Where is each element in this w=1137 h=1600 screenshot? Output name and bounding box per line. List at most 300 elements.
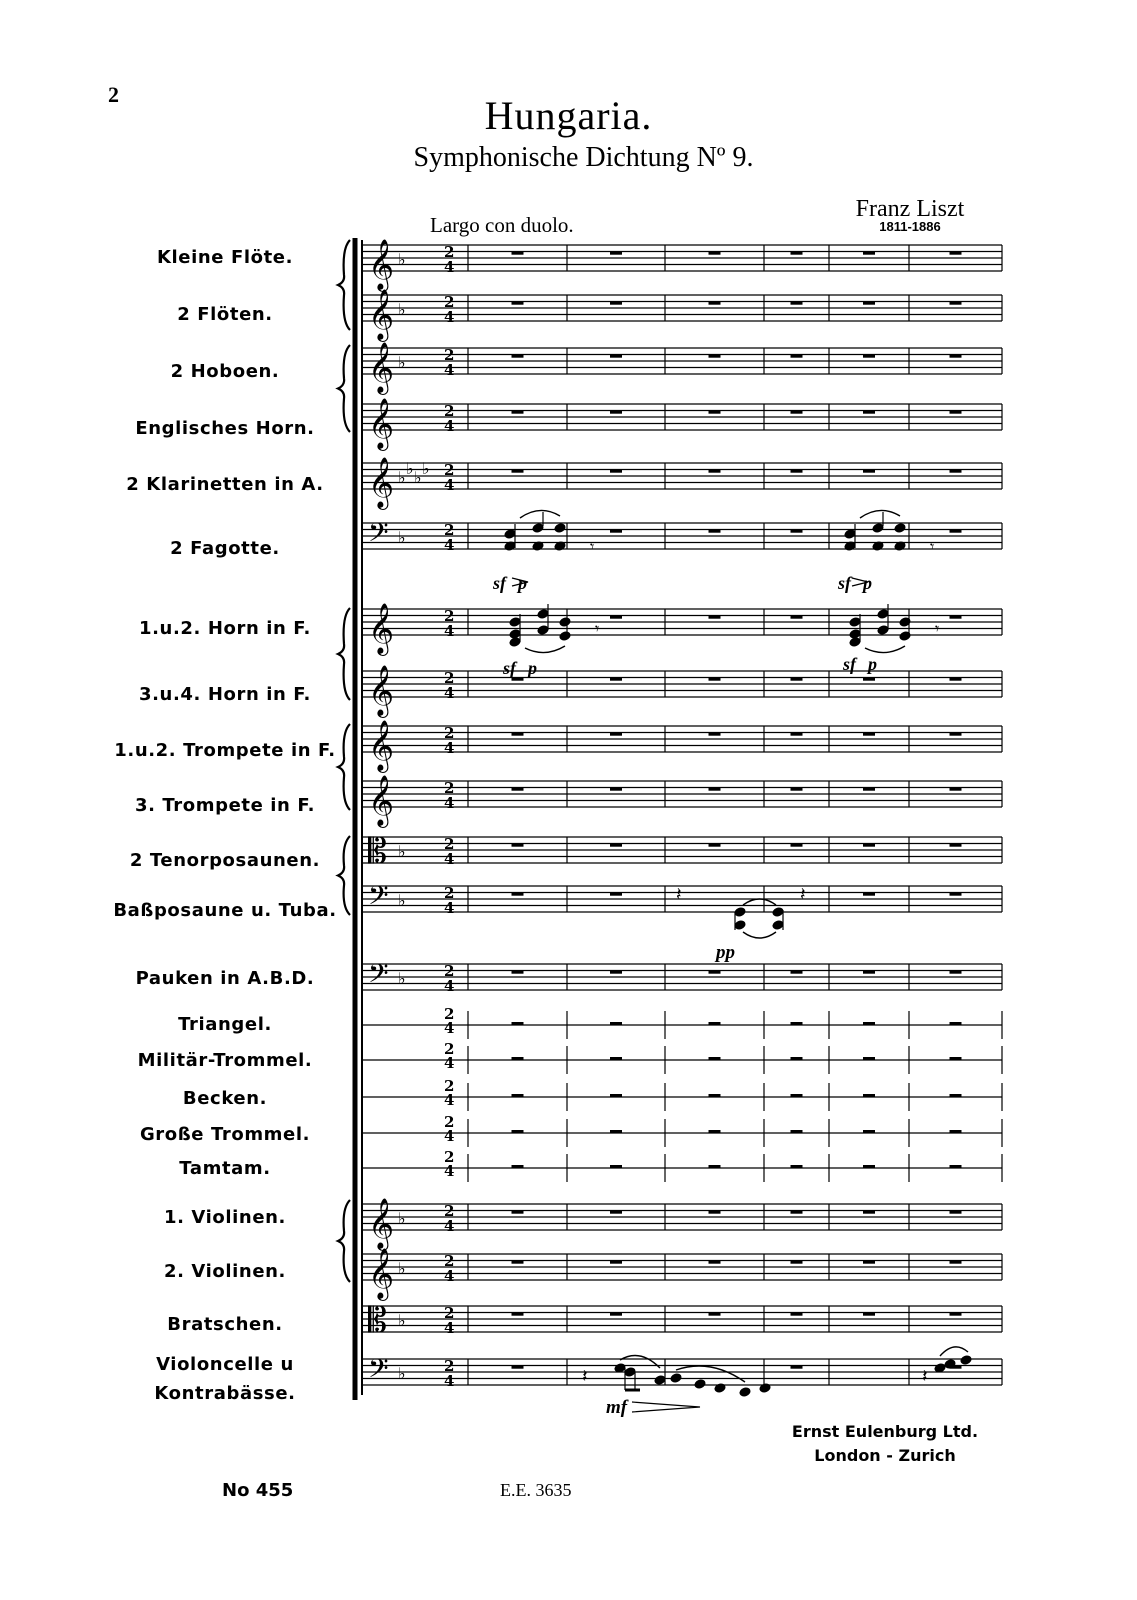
dynamic-sf: sf [838,573,851,593]
note-head [670,1373,682,1383]
eighth-rest: 𝄾 [590,539,595,556]
measure-rest [610,1094,622,1097]
measure-rest [950,893,962,896]
instrument-label: Englisches Horn. [135,418,315,439]
time-signature-denominator: 4 [444,417,455,435]
alto-clef: 𝄡 [368,831,387,872]
time-signature-denominator: 4 [444,794,455,812]
time-signature-denominator: 4 [444,258,455,276]
measure-rest [610,844,622,847]
measure-rest [610,355,622,358]
quarter-rest: 𝄽 [800,884,806,904]
note-head [509,637,521,647]
dynamic-p: p [868,654,877,674]
bass-clef: 𝄢 [368,879,389,918]
flat-accidental: ♭ [414,468,422,487]
plate-number: E.E. 3635 [500,1480,572,1500]
measure-rest [791,1057,803,1060]
note-head [734,920,746,930]
note-head [537,609,549,619]
time-signature-denominator: 4 [444,1319,455,1337]
slur [865,646,905,653]
measure-rest [863,411,875,414]
measure-rest [709,530,721,533]
note-head [772,920,784,930]
measure-rest [610,302,622,305]
staff-brace [338,724,350,810]
instrument-label: 3.u.4. Horn in F. [139,684,311,705]
measure-rest [610,1313,622,1316]
measure-rest [610,616,622,619]
measure-rest [709,616,721,619]
measure-rest [610,470,622,473]
measure-rest [709,1130,721,1133]
measure-rest [610,788,622,791]
measure-rest [709,1165,721,1168]
measure-rest [791,1261,803,1264]
slur [860,510,900,518]
measure-rest [610,1261,622,1264]
note-head [554,523,566,533]
measure-rest [512,470,524,473]
instrument-label: 1.u.2. Trompete in F. [114,740,336,761]
measure-rest [791,1165,803,1168]
treble-clef: 𝄞 [368,720,395,771]
measure-rest [610,1130,622,1133]
dynamic-p: p [863,573,872,593]
staff-brace [338,1200,350,1282]
measure-rest [610,1022,622,1025]
treble-clef: 𝄞 [368,665,395,716]
time-signature-denominator: 4 [444,476,455,494]
measure-rest [512,1313,524,1316]
measure-rest [863,1094,875,1097]
note-head [537,625,549,635]
measure-rest [791,1022,803,1025]
measure-rest [709,302,721,305]
measure-rest [863,678,875,681]
dynamic-sf: sf [843,654,856,674]
time-signatures [444,243,454,1390]
staff-brace [338,240,350,330]
time-signature-denominator: 4 [444,1054,455,1072]
time-signature-denominator: 4 [444,977,455,995]
slur [676,1366,745,1382]
instrument-label: Kleine Flöte. [156,247,294,268]
measure-rest [709,1022,721,1025]
measure-rest [791,1211,803,1214]
flat-accidental: ♭ [398,300,406,319]
staff-brace [338,345,350,432]
measure-rest [950,971,962,974]
instrument-label: 2 Hoboen. [170,361,280,382]
instrument-label: Violoncelle u [156,1354,294,1375]
dynamic-pp: pp [716,942,735,963]
note-head [739,1387,751,1397]
measure-rest [950,1057,962,1060]
rests [512,252,962,1369]
time-signature-numerator: 2 [444,461,455,479]
measure-rest [791,470,803,473]
flat-accidental: ♭ [398,1259,406,1278]
dynamic-p: p [518,573,527,593]
bass-clef: 𝄢 [368,957,389,996]
note-head [734,907,746,917]
time-signature-denominator: 4 [444,536,455,554]
brackets [338,238,362,1400]
time-signature-numerator: 2 [444,1040,455,1058]
measure-rest [950,302,962,305]
time-signature-numerator: 2 [444,243,455,261]
measure-rest [610,1211,622,1214]
measure-rest [791,971,803,974]
measure-rest [791,678,803,681]
dynamic-mf: mf [606,1397,628,1418]
dynamics-layer [492,573,877,1418]
measure-rest [950,252,962,255]
time-signature-numerator: 2 [444,402,455,420]
time-signature-numerator: 2 [444,884,455,902]
catalog-number: No 455 [222,1480,294,1501]
treble-clef: 𝄞 [368,457,395,508]
time-signature-numerator: 2 [444,1202,455,1220]
bass-clef: 𝄢 [368,1352,389,1391]
time-signature-numerator: 2 [444,1113,455,1131]
slur [743,932,776,938]
measure-rest [863,470,875,473]
measure-rest [863,788,875,791]
measure-rest [610,733,622,736]
measure-rest [950,1165,962,1168]
time-signature-numerator: 2 [444,835,455,853]
time-signature-numerator: 2 [444,962,455,980]
notes [504,510,972,1412]
measure-rest [950,788,962,791]
measure-rest [791,733,803,736]
time-signature-denominator: 4 [444,1091,455,1109]
time-signature-denominator: 4 [444,622,455,640]
measure-rest [709,788,721,791]
time-signature-numerator: 2 [444,1077,455,1095]
note-head [877,625,889,635]
measure-rest [950,470,962,473]
measure-rest [709,355,721,358]
measure-rest [512,788,524,791]
eighth-rest: 𝄾 [935,621,940,638]
page-number: 2 [108,82,119,107]
staff-brace [338,836,350,915]
instrument-label: Bratschen. [167,1314,283,1335]
measure-rest [512,355,524,358]
measure-rest [512,1366,524,1369]
instrument-label: 1.u.2. Horn in F. [139,618,311,639]
decrescendo-hairpin [632,1402,700,1412]
measure-rest [791,411,803,414]
slur [743,899,776,905]
time-signature-denominator: 4 [444,1127,455,1145]
treble-clef: 𝄞 [368,1248,395,1299]
measure-rest [512,844,524,847]
measure-rest [950,733,962,736]
measure-rest [512,1211,524,1214]
clefs [368,239,430,1391]
instrument-label: 3. Trompete in F. [134,795,316,816]
measure-rest [610,1165,622,1168]
quarter-rest: 𝄽 [922,1366,928,1386]
measure-rest [709,1057,721,1060]
dynamic-sf: sf [503,658,516,678]
measure-rest [512,252,524,255]
slur [940,1347,968,1356]
time-signature-denominator: 4 [444,1162,455,1180]
measure-rest [709,411,721,414]
measure-rest [512,1022,524,1025]
measure-rest [863,1022,875,1025]
note-head [849,629,861,639]
measure-rest [863,302,875,305]
measure-rest [950,844,962,847]
measure-rest [512,302,524,305]
treble-clef: 𝄞 [368,239,395,290]
score-title: Hungaria. [484,93,653,138]
note-head [694,1379,706,1389]
measure-rest [791,530,803,533]
note-head [960,1355,972,1365]
measure-rest [950,530,962,533]
time-signature-denominator: 4 [444,850,455,868]
composer-dates: 1811-1886 [879,219,941,234]
instrument-label: Große Trommel. [139,1124,311,1145]
measure-rest [950,1130,962,1133]
instrument-label: 2 Tenorposaunen. [129,850,321,871]
flat-accidental: ♭ [398,1364,406,1383]
time-signature-numerator: 2 [444,724,455,742]
measure-rest [512,1130,524,1133]
staves [362,245,1002,1385]
eighth-rest: 𝄾 [930,539,935,556]
measure-rest [950,1022,962,1025]
instrument-label: Triangel. [178,1014,272,1035]
time-signature-numerator: 2 [444,293,455,311]
measure-rest [950,616,962,619]
note-head [654,1375,666,1385]
measure-rest [863,733,875,736]
measure-rest [610,252,622,255]
time-signature-denominator: 4 [444,1372,455,1390]
note-head [559,631,571,641]
flat-accidental: ♭ [398,1209,406,1228]
dynamic-p: p [528,658,537,678]
time-signature-denominator: 4 [444,361,455,379]
measure-rest [791,302,803,305]
time-signature-denominator: 4 [444,1217,455,1235]
time-signature-numerator: 2 [444,1357,455,1375]
time-signature-denominator: 4 [444,1267,455,1285]
flat-accidental: ♭ [422,459,430,478]
measure-rest [791,1094,803,1097]
flat-accidental: ♭ [406,459,414,478]
measure-rest [791,1130,803,1133]
instrument-label: Becken. [182,1088,268,1109]
instrument-label: 2 Fagotte. [170,538,280,559]
flat-accidental: ♭ [398,1311,406,1330]
staff-brace [338,608,350,700]
measure-rest [709,971,721,974]
bass-clef: 𝄢 [368,516,389,555]
measure-rest [950,678,962,681]
measure-rest [709,733,721,736]
instrument-label: Tamtam. [179,1158,271,1179]
measure-rest [863,1057,875,1060]
measure-rest [512,971,524,974]
slur [520,510,560,518]
time-signature-denominator: 4 [444,1019,455,1037]
note-head [844,529,856,539]
measure-rest [512,733,524,736]
measure-rest [709,678,721,681]
flat-accidental: ♭ [398,842,406,861]
time-signature-numerator: 2 [444,1005,455,1023]
time-signature-numerator: 2 [444,607,455,625]
tempo-marking: Largo con duolo. [430,213,574,237]
measure-rest [791,844,803,847]
measure-rest [863,1211,875,1214]
note-head [877,609,889,619]
time-signature-denominator: 4 [444,308,455,326]
score-subtitle: Symphonische Dichtung Nº 9. [413,142,754,173]
measure-rest [863,1130,875,1133]
time-signature-numerator: 2 [444,779,455,797]
note-head [872,523,884,533]
note-head [532,523,544,533]
note-head [509,617,521,627]
measure-rest [512,893,524,896]
measure-rest [610,530,622,533]
flat-accidental: ♭ [398,250,406,269]
measure-rest [863,355,875,358]
flat-accidental: ♭ [398,468,406,487]
time-signature-numerator: 2 [444,521,455,539]
time-signature-numerator: 2 [444,669,455,687]
flat-accidental: ♭ [398,891,406,910]
eighth-rest: 𝄾 [595,621,600,638]
measure-rest [950,1313,962,1316]
measure-rest [709,1094,721,1097]
note-head [849,617,861,627]
treble-clef: 𝄞 [368,775,395,826]
measure-rest [610,893,622,896]
measure-rest [863,844,875,847]
measure-rest [950,1094,962,1097]
treble-clef: 𝄞 [368,342,395,393]
measure-rest [950,1211,962,1214]
instrument-label: 2. Violinen. [164,1261,286,1282]
measure-rest [950,411,962,414]
measure-rest [863,893,875,896]
measure-rest [791,1313,803,1316]
time-signature-numerator: 2 [444,1252,455,1270]
measure-rest [863,971,875,974]
measure-rest [610,678,622,681]
treble-clef: 𝄞 [368,603,395,654]
instrument-label: 2 Klarinetten in A. [126,474,324,495]
instrument-label: Kontrabässe. [154,1383,296,1404]
measure-rest [610,1057,622,1060]
instrument-label: Baßposaune u. Tuba. [113,900,337,921]
dynamic-sf: sf [493,573,506,593]
flat-accidental: ♭ [398,353,406,372]
barlines [468,245,1002,1385]
slur [525,646,565,653]
measure-rest [863,252,875,255]
measure-rest [512,1057,524,1060]
instrument-label: 2 Flöten. [177,304,273,325]
flat-accidental: ♭ [398,528,406,547]
publisher-name: Ernst Eulenburg Ltd. [791,1422,979,1441]
note-head [894,523,906,533]
composer-name: Franz Liszt [855,196,965,222]
note-head [509,629,521,639]
instrument-label: Pauken in A.B.D. [135,968,315,989]
alto-clef: 𝄡 [368,1300,387,1341]
time-signature-denominator: 4 [444,899,455,917]
time-signature-denominator: 4 [444,684,455,702]
measure-rest [610,411,622,414]
flat-accidental: ♭ [398,969,406,988]
note-head [504,529,516,539]
measure-rest [610,971,622,974]
quarter-rest: 𝄽 [582,1366,588,1386]
measure-rest [709,470,721,473]
measure-rest [709,252,721,255]
measure-rest [709,1211,721,1214]
time-signature-numerator: 2 [444,346,455,364]
treble-clef: 𝄞 [368,1198,395,1249]
measure-rest [863,1165,875,1168]
instrument-label: Militär-Trommel. [137,1050,313,1071]
treble-clef: 𝄞 [368,289,395,340]
note-head [559,617,571,627]
measure-rest [950,1261,962,1264]
measure-rest [863,1313,875,1316]
measure-rest [863,1261,875,1264]
measure-rest [512,1094,524,1097]
time-signature-numerator: 2 [444,1304,455,1322]
measure-rest [791,788,803,791]
measure-rest [791,355,803,358]
measure-rest [709,1313,721,1316]
measure-rest [950,355,962,358]
time-signature-numerator: 2 [444,1148,455,1166]
note-head [624,1367,636,1377]
note-head [772,907,784,917]
publisher-imprint [770,1420,1000,1468]
quarter-rest: 𝄽 [676,884,682,904]
measure-rest [791,616,803,619]
measure-rest [709,844,721,847]
note-head [849,637,861,647]
instrument-label: 1. Violinen. [164,1207,286,1228]
measure-rest [709,1261,721,1264]
measure-rest [791,252,803,255]
treble-clef: 𝄞 [368,398,395,449]
measure-rest [512,1261,524,1264]
measure-rest [512,411,524,414]
measure-rest [512,1165,524,1168]
time-signature-denominator: 4 [444,739,455,757]
measure-rest [791,1366,803,1369]
publisher-cities: London - Zurich [814,1446,956,1465]
